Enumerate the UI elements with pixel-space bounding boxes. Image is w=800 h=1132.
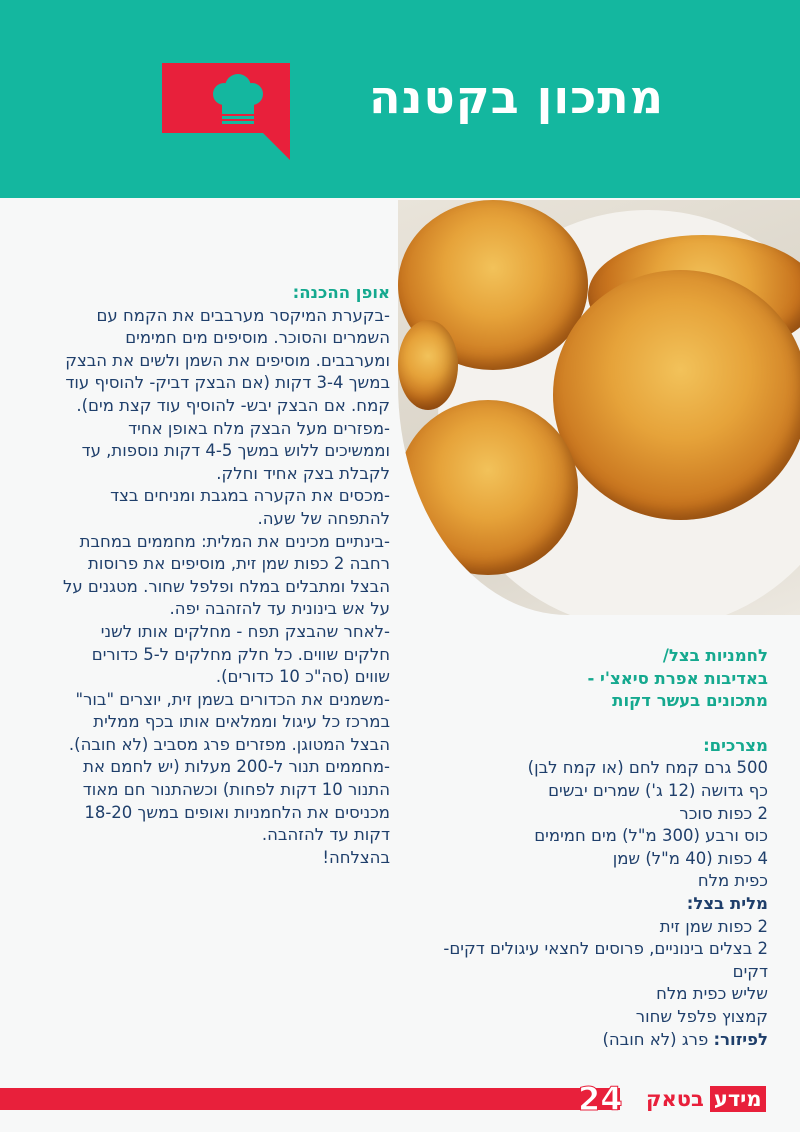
preparation-line: ומערבבים. מוסיפים את השמן ולשים את הבצק	[65, 350, 390, 370]
preparation-line: חלקים שווים. כל חלק מחלקים ל-5 כדורים	[91, 644, 390, 664]
filling-item: דקים	[732, 961, 768, 981]
preparation-line: הבצל המטוגן. מפזרים פרג מסביב (לא חובה).	[68, 734, 390, 754]
preparation-column	[30, 282, 390, 869]
onion-rolls-photo	[398, 200, 800, 615]
bun	[398, 320, 458, 410]
brand-part2: בטאק	[646, 1087, 704, 1111]
preparation-line: במשך 3-4 דקות (אם הבצק דביק- להוסיף עוד	[65, 373, 390, 393]
preparation-line: מכניסים את הלחמניות ואופים במשך 18-20	[84, 802, 390, 822]
ingredient-item: כף גדושה (12 ג') שמרים יבשים	[548, 780, 768, 800]
brand-part1: מידע	[710, 1086, 766, 1112]
ingredients-column	[388, 645, 768, 1051]
filling-item: 2 בצלים בינוניים, פרוסים לחצאי עיגולים דקים-	[443, 939, 768, 959]
filling-item: קמצוץ פלפל שחור	[635, 1006, 768, 1026]
preparation-line: שווים (סה"כ 10 כדורים).	[215, 667, 390, 687]
preparation-line: וממשיכים ללוש במשך 4-5 דקות נוספות, עד	[81, 441, 390, 461]
preparation-line: -מפזרים מעל הבצק מלח באופן אחיד	[128, 418, 390, 438]
recipe-title-line: לחמניות בצל/	[662, 646, 768, 665]
ingredient-item: 2 כפות סוכר	[679, 803, 768, 823]
bun	[553, 270, 800, 520]
preparation-line: -משמנים את הכדורים בשמן זית, יוצרים "בור"	[75, 689, 390, 709]
preparation-line: במרכז כל עיגול וממלאים אותו בכף ממלית	[93, 712, 390, 732]
preparation-line: על אש בינונית עד להזהבה יפה.	[169, 599, 390, 619]
speech-bubble-tail	[262, 132, 290, 160]
preparation-line: קמח. אם הבצק יבש- להוסיף עוד קצת מים).	[76, 395, 390, 415]
recipe-title-line: מתכונים בעשר דקות	[612, 691, 768, 711]
page-number: 24	[578, 1080, 623, 1118]
ingredient-item: כפית מלח	[697, 871, 768, 891]
preparation-line: לקבלת בצק אחיד וחלק.	[216, 463, 390, 483]
ingredient-item: כוס ורבע (300 מ"ל) מים חמימים	[534, 826, 768, 846]
preparation-line: השמרים והסוכר. מוסיפים מים חמימים	[125, 328, 390, 348]
preparation-line: התנור 10 דקות לפחות) וכשהתנור חם מאוד	[82, 780, 390, 800]
preparation-line: הבצל ומתבלים במלח ופלפל שחור. מטגנים על	[62, 576, 390, 596]
preparation-line: דקות עד להזהבה.	[261, 825, 390, 845]
preparation-line: -בינתיים מכינים את המלית: מחממים במחבת	[79, 531, 390, 551]
topping-label: לפיזור:	[713, 1029, 768, 1049]
preparation-line: -לאחר שהבצק תפח - מחלקים אותו לשני	[100, 621, 390, 641]
ingredient-item: 4 כפות (40 מ"ל) שמן	[612, 848, 768, 868]
ingredients-heading: מצרכים:	[703, 735, 768, 755]
preparation-line: רחבה 2 כפות שמן זית, מוסיפים את פרוסות	[88, 554, 390, 574]
filling-heading: מלית בצל:	[686, 893, 768, 913]
preparation-line: -מכסים את הקערה במגבת ומניחים בצד	[110, 486, 390, 506]
chef-hat-icon	[208, 72, 268, 126]
bun	[398, 400, 578, 575]
recipe-title-line: באדיבות אפרת סיאצ'י -	[587, 668, 768, 688]
topping-line	[388, 1029, 768, 1052]
page-title: מתכון בקטנה	[369, 70, 664, 124]
preparation-line: בהצלחה!	[322, 847, 390, 867]
ingredient-item: 500 גרם קמח לחם (או קמח לבן)	[527, 758, 768, 778]
footer-bar	[0, 1088, 620, 1110]
brand-logo	[640, 1086, 766, 1112]
filling-item: 2 כפות שמן זית	[659, 916, 768, 936]
filling-item: שליש כפית מלח	[656, 984, 768, 1004]
topping-value: פרג (לא חובה)	[602, 1029, 714, 1049]
preparation-line: -בקערת המיקסר מערבבים את הקמח עם	[96, 305, 390, 325]
preparation-heading: אופן ההכנה:	[292, 283, 390, 302]
preparation-line: -מחממים תנור ל-200 מעלות (יש לחמם את	[83, 757, 390, 777]
preparation-line: להתפחה של שעה.	[257, 508, 390, 528]
